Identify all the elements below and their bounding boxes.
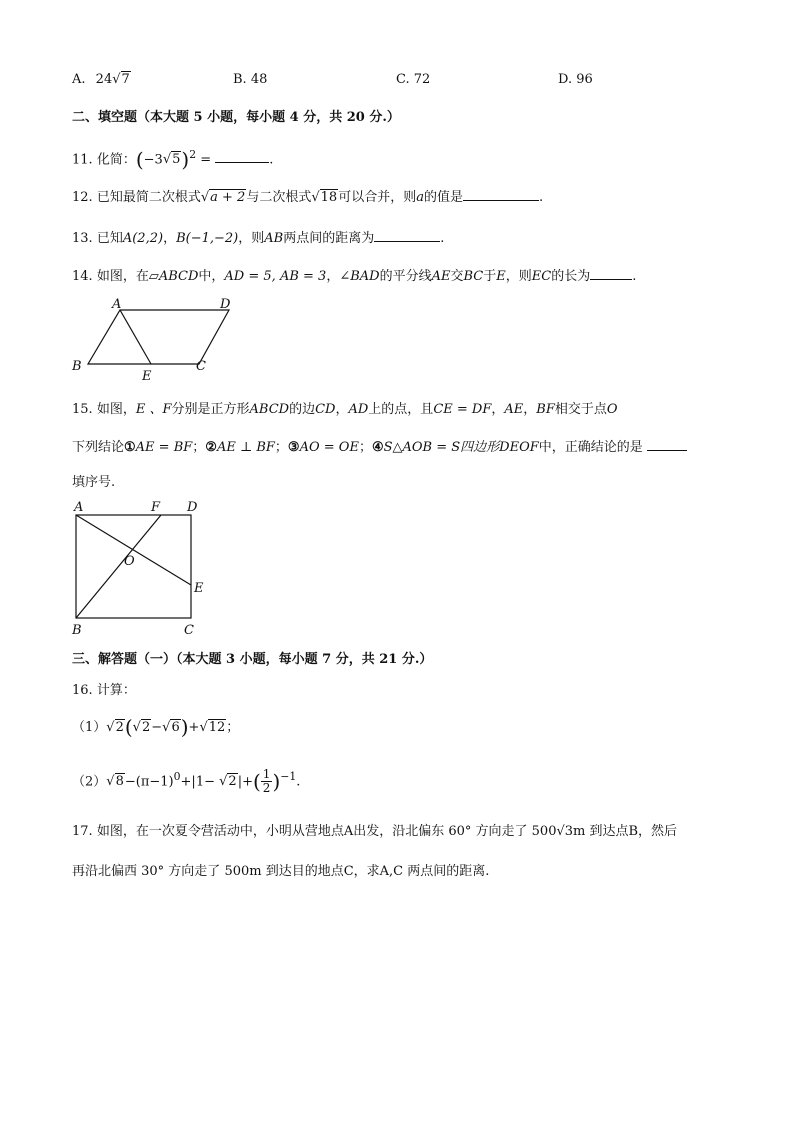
answer-blank[interactable] [463, 188, 539, 201]
label-a: A [74, 500, 84, 515]
label-b: B [72, 623, 82, 638]
question-17-line-1: 17. 如图，在一次夏令营活动中，小明从营地点A出发，沿北偏东 60° 方向走了 500√3m 到达点B，然后 [72, 824, 678, 839]
question-17-line-2: 再沿北偏西 30° 方向走了 500m 到达目的地点C，求A,C 两点间的距离. [72, 864, 490, 879]
segment-bf [76, 515, 161, 618]
square-figure [66, 498, 216, 642]
label-c: C [196, 359, 206, 374]
label-e: E [194, 581, 204, 596]
question-14: 14. 如图，在▱ABCD中，AD = 5, AB = 3，∠BAD的平分线AE交BC于E，则EC的长为 . [72, 269, 637, 284]
section-2-title: 二、填空题（本大题 5 小题，每小题 4 分，共 20 分.） [72, 110, 400, 125]
segment-ae [76, 515, 191, 585]
answer-blank[interactable] [647, 438, 687, 451]
sqrt-symbol: √7 [112, 72, 130, 87]
option-a: A. 24√7 [72, 72, 130, 87]
question-15-line-1: 15. 如图，E 、F分别是正方形ABCD的边CD，AD上的点，且CE = DF，AE，BF相交于点O [72, 402, 618, 417]
label-o: O [124, 554, 135, 569]
option-b: B. 48 [233, 72, 268, 87]
section-3-title: 三、解答题（一）（本大题 3 小题，每小题 7 分，共 21 分.） [72, 652, 433, 667]
option-d: D. 96 [558, 72, 593, 87]
question-12: 12. 已知最简二次根式√a + 2与二次根式√18可以合并，则a的值是 . [72, 190, 544, 205]
answer-blank[interactable] [590, 267, 632, 280]
question-16: 16. 计算： [72, 683, 136, 698]
question-13: 13. 已知A(2,2)，B(−1,−2)，则AB两点间的距离为 . [72, 231, 445, 246]
question-16-part-1: （1）√2(√2−√6)+√12； [72, 715, 240, 739]
answer-blank[interactable] [215, 150, 269, 163]
question-15-line-2: 下列结论①AE = BF；②AE ⊥ BF；③AO = OE；④S△AOB = S四边形DEOF中，正确结论的是 [72, 438, 687, 457]
answer-blank[interactable] [374, 229, 440, 242]
question-15-line-3: 填序号. [72, 475, 116, 490]
label-c: C [184, 623, 194, 638]
label-d: D [220, 297, 231, 312]
label-f: F [151, 500, 161, 515]
option-c: C. 72 [396, 72, 431, 87]
parallelogram-abcd [88, 310, 229, 364]
label-e: E [142, 369, 152, 384]
question-11: 11. 化简：$(-3√5)^2$ = . [72, 147, 274, 172]
bisector-ae [120, 310, 151, 364]
parallelogram-figure [66, 294, 246, 384]
question-16-part-2: $(2)√8-(\pi-1)^0+|1- √2|+$( $\frac{1}{2}$ )$^{-1}$. [72, 767, 301, 796]
fraction-one-half: $\frac{1}{2}$ [262, 767, 271, 796]
label-d: D [187, 500, 198, 515]
label-a: A [112, 297, 122, 312]
label-b: B [72, 359, 82, 374]
